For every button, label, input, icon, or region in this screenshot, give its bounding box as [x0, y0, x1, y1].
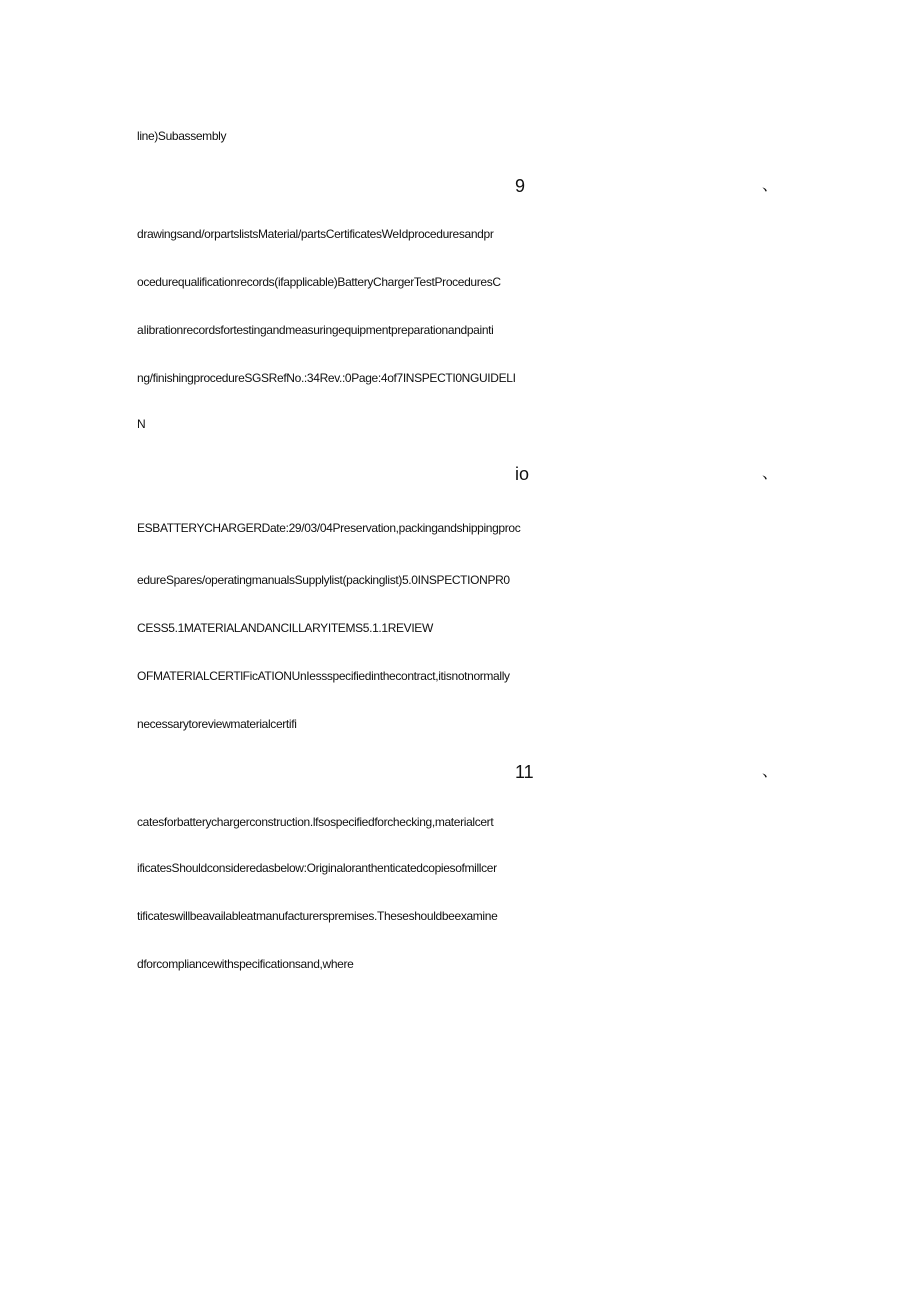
text-line: drawingsand/orpartslistsMaterial/partsCertificatesWeIdproceduresandpr — [137, 227, 494, 241]
page-number-marker: 11 — [515, 762, 534, 782]
page-number-marker: 9 — [515, 176, 526, 196]
text-line: catesforbatterychargerconstruction.lfsospecifiedforchecking,materialcert — [137, 815, 494, 829]
text-line: OFMATERIALCERTlFicATIONUnIessspecifiedinthecontract,itisnotnormally — [137, 669, 510, 683]
text-line: aIibrationrecordsfortestingandmeasuringequipmentpreparationandpainti — [137, 323, 494, 337]
text-line: tificateswillbeavailableatmanufacturerspremises.Theseshouldbeexamine — [137, 909, 498, 923]
enumeration-comma-mark: 、 — [762, 465, 779, 482]
text-line: ificatesShouldconsideredasbelow:Originaloranthenticatedcopiesofmillcer — [137, 861, 497, 875]
text-line: ESBATTERYCHARGERDate:29/03/04Preservation,packingandshippingproc — [137, 521, 521, 535]
enumeration-comma-mark: 、 — [762, 763, 779, 780]
text-line: CESS5.1MATERIALANDANCILLARYITEMS5.1.1REVIEW — [137, 621, 433, 635]
text-line: necessarytoreviewmaterialcertifi — [137, 717, 297, 731]
text-line: ocedurequalificationrecords(ifapplicable)BatteryChargerTestProceduresC — [137, 275, 501, 289]
text-line: N — [137, 417, 146, 431]
text-line: ng/finishingprocedureSGSRefNo.:34Rev.:0Page:4of7INSPECTI0NGUIDELI — [137, 371, 516, 385]
enumeration-comma-mark: 、 — [762, 177, 779, 194]
text-line: edureSpares/operatingmanualsSupplylist(packinglist)5.0INSPECTIONPR0 — [137, 573, 510, 587]
text-line: dforcompliancewithspecificationsand,where — [137, 957, 354, 971]
page-number-marker: io — [515, 464, 530, 484]
text-line: line)Subassembly — [137, 129, 227, 143]
